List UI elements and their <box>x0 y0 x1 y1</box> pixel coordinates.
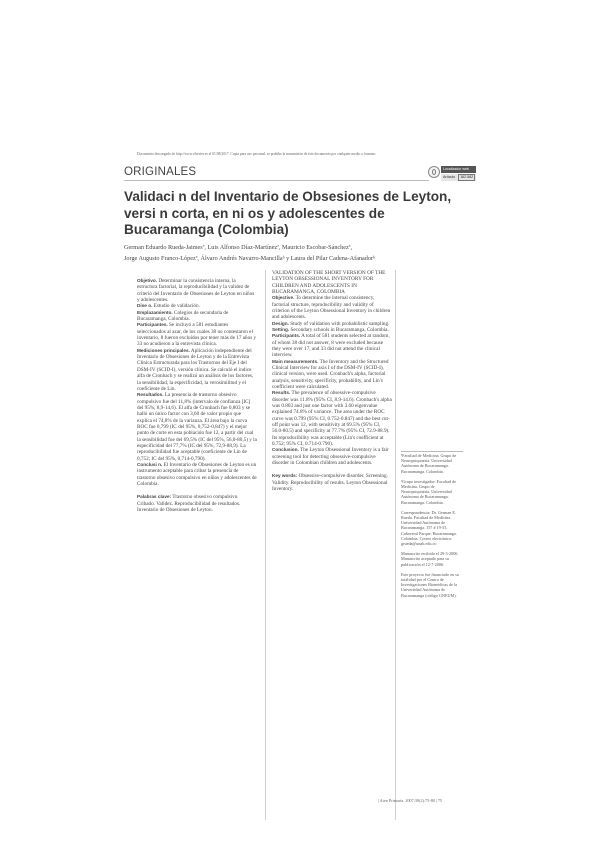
es-resultados-text: La presencia de trastorno obsesivo compulsivo fue del 11,8% (intervalo de confianza [IC] del 95%, 8,9-14,6). El alfa de Cronbach fue 0,803 y se halló un único factor con 3,60 de valor propio que explica el 74,8% de la varianza. El área bajo la curva ROC fue 0,799 (IC del 95%, 0,752-0,847) y el mejor punto de corte en esta población fue 12, a partir del cual la sensibilidad fue del 69,5% (IC del 95%, 56,0-80,5) y la especificidad del 77,7% (IC del 95%, 72,9-88,9). La reproducibilidad fue aceptable (coeficiente de Lin de 0,752; IC del 95%, 0,714-0,790). <box>137 392 257 462</box>
author-line-1: German Eduardo Rueda-Jaimesª, Luis Alfonso Díaz-Martínezª, Mauricio Escobar-Sánchezª, <box>124 244 353 251</box>
column-divider-left <box>265 270 266 820</box>
en-measurements-text: The Inventory and the Structured Clinical Interview for axis I of the DSM-IV (SCID-I), clinical version, were used. Cronbach's alpha, factorial analysis, sensitivity, specificity, probability, and Lin's coefficient were calculated. <box>272 358 389 390</box>
abstract-spanish <box>137 278 257 513</box>
es-objetivo <box>137 278 257 303</box>
es-keywords <box>137 494 257 513</box>
es-diseno-text: Estudio de validación. <box>153 303 200 310</box>
column-divider-right <box>395 270 396 820</box>
es-mediciones-text: Aplicación independiente del Inventario de Obsesiones de Leyton y de la Entrevista Clínica Estructurada para los Trastornos del Eje I del DSM-IV (SCID-I), versión clínica. Se calculó el índice alfa de Cronbach y se realizó un análisis de los factores, la sensibilidad, la especificidad, la verosimilitud y el coeficiente de Lin. <box>137 347 254 392</box>
es-conclusion-text: El Inventario de Obsesiones de Leyton es un instrumento aceptable para cribar la presencia de trastorno obsesivo compulsivo en niños y adolescentes de Colombia. <box>137 461 257 487</box>
en-measurements <box>272 359 392 391</box>
funding-note: Este proyecto fue financiado en su totalidad por el Centro de Investigaciones Biomédicas de la Universidad Autónoma de Bucaramanga (código GNEUM). <box>401 571 459 598</box>
en-conclusion-text: The Leyton Obsessional Inventory is a fair screening tool for detecting obsessive-compulsive disorder in Colombian children and adolescents. <box>272 447 389 467</box>
es-emplazamiento-label: Emplazamiento. <box>137 309 173 315</box>
en-participants-label: Participants. <box>272 333 301 339</box>
en-setting-label: Setting. <box>272 326 290 332</box>
es-diseno-label: Dise o. <box>137 303 153 309</box>
es-keywords-text: Trastorno obsesivo compulsivo. Cribado. Validez. Reproducibilidad de resultados. Inventario de Obsesiones de Leyton. <box>137 494 241 514</box>
received-dates: Manuscrito recibido el 29-3-2006. Manuscrito aceptado para su publicación el 12-7-2006. <box>401 551 459 567</box>
en-conclusion-label: Conclusion. <box>272 447 299 453</box>
en-measurements-label: Main measurements. <box>272 358 319 364</box>
affiliation-a: ªFacultad de Medicina. Grupo de Neuropsiquiatría. Universidad Autónoma de Bucaramanga. Bucaramanga. Colombia. <box>401 453 457 474</box>
en-results-label: Results. <box>272 390 291 396</box>
author-line-2: Jorge Augusto Franco-Lópezª, Álvaro Andrés Navarro-Mancillaᵇ y Laura del Pilar Cadena-Afanadorᵇ <box>124 255 375 262</box>
en-heading: VALIDATION OF THE SHORT VERSION OF THE LEYTON OBSESSIONAL INVENTORY FOR CHILDREN AND ADOLESCENTS IN BUCARAMANGA, COLOMBIA <box>272 270 386 295</box>
en-setting-text: Secondary schools in Bucaramanga, Colombia. <box>290 326 389 333</box>
abstract-english <box>272 270 392 493</box>
en-keywords-label: Key words: <box>272 473 298 479</box>
affiliation-b: ᵇGrupo investigador. Facultad de Medicina. Grupo de Neuropsiquiatría. Universidad Autónoma de Bucaramanga. Bucaramanga. Colombia. <box>401 478 457 505</box>
es-conclusion-label: Conclusi n. <box>137 461 163 467</box>
es-keywords-label: Palabras clave: <box>137 494 172 500</box>
en-participants <box>272 333 392 358</box>
spacer <box>272 466 392 473</box>
en-results <box>272 390 392 447</box>
en-participants-text: A total of 581 students selected at random, of whom 38 did not answer, 8 were excluded because they were over 17, and 33 did not attend the clinical interview. <box>272 333 390 359</box>
en-objective <box>272 295 392 320</box>
en-objective-label: Objective. <box>272 295 295 301</box>
locator-label: Localizador web <box>441 166 476 173</box>
en-keywords <box>272 473 392 492</box>
en-results-text: The prevalence of obsessive-compulsive disorder was 11.8% (95% CI, 8.9-14.6). Cronbach's alpha was 0.803 and just one factor with 3.60 eigenvalue explained 74.8% of variance. The area under the ROC curve was 0.799 (95% CI, 0.752-0.847) and the best cut-off point was 12, with sensitivity at 69.5% (95% CI, 56.0-80.5) and specificity at 77.7% (95% CI, 72.9-88.9). Its reproducibility was acceptable (Lin's coefficient at 0.752; 95% CI, 0.714-0.790). <box>272 390 392 448</box>
locator-icon <box>428 166 440 178</box>
article-title: Validaci n del Inventario de Obsesiones de Leyton, versi n corta, en ni os y adolescentes de Bucaramanga (Colombia) <box>124 189 452 237</box>
es-participantes-text: Se incluyó a 581 estudiantes seleccionados al azar, de los cuales 38 no contestaron el inventario, 8 fueron excluidos por tener más de 17 años y 33 no acudieron a la entrevista clínica. <box>137 322 257 348</box>
side-rule <box>401 451 463 452</box>
es-participantes <box>137 322 257 347</box>
en-conclusion <box>272 447 392 466</box>
es-mediciones <box>137 348 257 392</box>
es-mediciones-label: Mediciones principales. <box>137 347 190 353</box>
es-objetivo-text: Determinar la consistencia interna, la estructura factorial, la reproducibilidad y la validez de criterio del Inventario de Obsesiones de Leyton en niños y adolescentes. <box>137 278 255 304</box>
locator-article <box>441 174 476 181</box>
es-resultados-label: Resultados. <box>137 392 164 398</box>
web-locator-badge[interactable] <box>428 166 476 184</box>
es-conclusion <box>137 462 257 487</box>
section-rule <box>124 180 429 181</box>
locator-code: 162.582 <box>460 175 474 179</box>
spacer <box>137 487 257 494</box>
download-notice: Documento descargado de http://www.elsevier.es el 01/08/2017. Copia para uso personal, se prohíbe la transmisión de este documento por cualquier medio o formato. <box>137 152 377 156</box>
correspondence: Correspondencia: Dr. German E. Rueda. Facultad de Medicina. Universidad Autónoma de Bucaramanga. 157 # 19-55, Cañaveral Parque. Bucaramanga. Colombia. Correo electrónico: grueda@unab.edu.co <box>401 509 457 547</box>
en-objective-text: To determine the internal consistency, factorial structure, reproducibility and validity of criterion of the Leyton Obsessional Inventory in children and adolescents. <box>272 295 391 321</box>
en-design-text: Study of validation with probabilistic sampling. <box>290 320 390 327</box>
page-footer: | Aten Primaria. 2007;39(2):75-80 | 75 <box>378 798 443 803</box>
section-heading: ORIGINALES <box>124 166 197 178</box>
es-objetivo-label: Objetivo. <box>137 278 158 283</box>
side-notes <box>401 453 463 603</box>
es-participantes-label: Participantes. <box>137 322 168 328</box>
es-resultados <box>137 392 257 462</box>
locator-article-label: Artículo <box>443 175 456 179</box>
en-design-label: Design. <box>272 320 289 326</box>
en-keywords-text: Obsessive-compulsive disorder. Screening. Validity. Reproducibility of results. Leyton Obsessional Inventory. <box>272 473 388 493</box>
es-emplazamiento-text: Colegios de secundaria de Bucaramanga, Colombia. <box>137 309 229 323</box>
es-emplazamiento <box>137 310 257 323</box>
author-list <box>124 242 464 264</box>
